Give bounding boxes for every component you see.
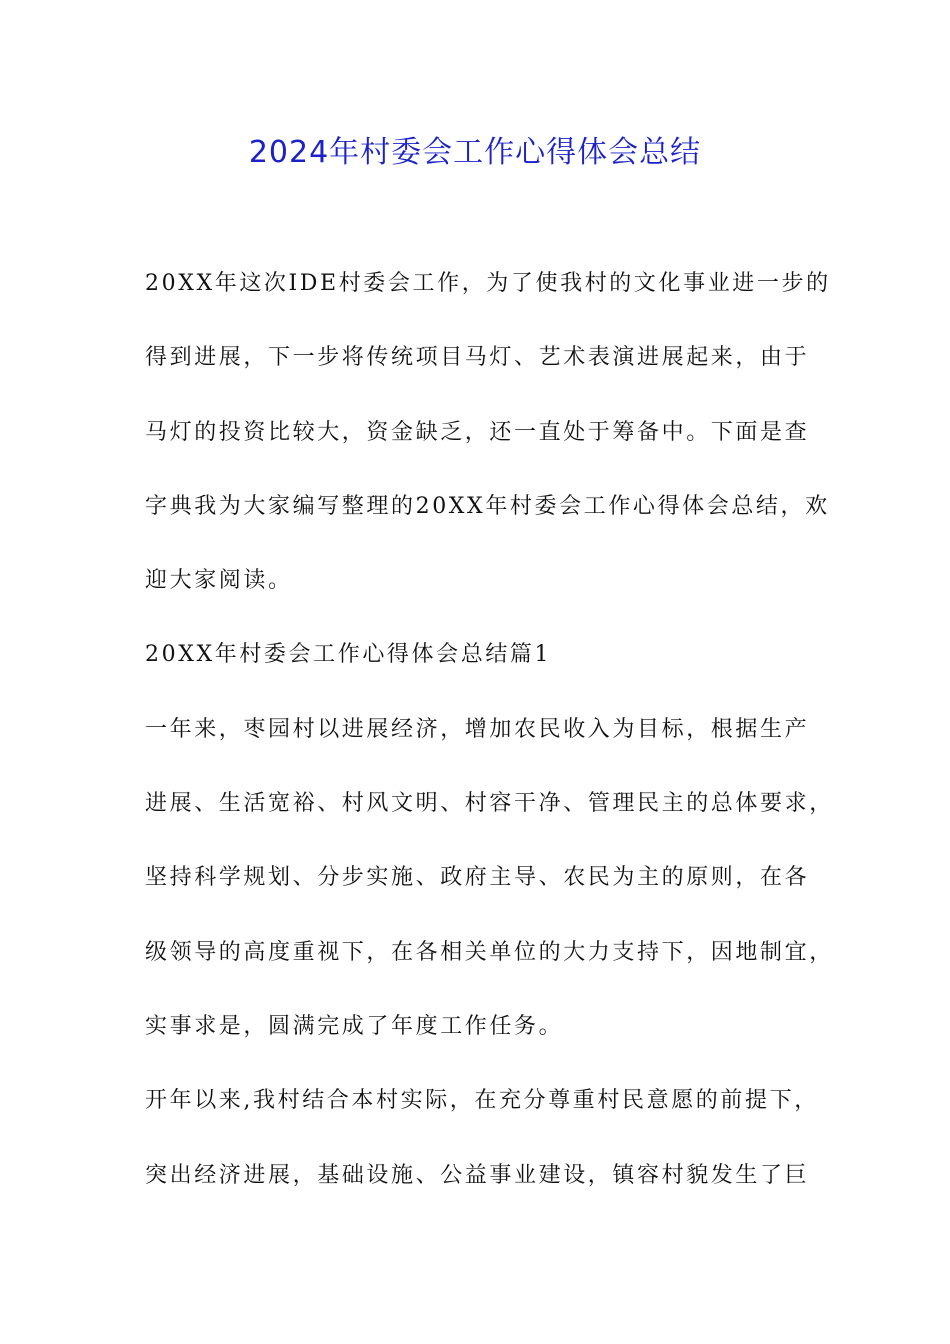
text-line-7: 一年来，枣园村以进展经济，增加农民收入为目标，根据生产 xyxy=(145,716,810,742)
text-line-10: 级领导的高度重视下，在各相关单位的大力支持下，因地制宜， xyxy=(145,939,834,965)
text-line-2: 得到进展，下一步将传统项目马灯、艺术表演进展起来，由于 xyxy=(145,345,810,371)
text-line-1: 20XX年这次IDE村委会工作，为了使我村的文化事业进一步的 xyxy=(145,271,831,296)
text-line-13: 突出经济进展，基础设施、公益事业建设，镇容村貌发生了巨 xyxy=(145,1162,810,1188)
text-line-9: 坚持科学规划、分步实施、政府主导、农民为主的原则，在各 xyxy=(145,865,810,891)
text-line-11: 实事求是，圆满完成了年度工作任务。 xyxy=(145,1013,564,1039)
text-line-3: 马灯的投资比较大，资金缺乏，还一直处于筹备中。下面是查 xyxy=(145,419,810,445)
document-body xyxy=(145,262,834,1228)
text-line-12: 开年以来,我村结合本村实际，在充分尊重村民意愿的前提下， xyxy=(145,1088,819,1114)
document-title: 2024年村委会工作心得体会总结 xyxy=(248,135,702,170)
text-line-8: 进展、生活宽裕、村风文明、村容干净、管理民主的总体要求， xyxy=(145,791,834,817)
text-line-4: 字典我为大家编写整理的20XX年村委会工作心得体会总结，欢 xyxy=(145,493,830,519)
section-heading: 20XX年村委会工作心得体会总结篇1 xyxy=(145,642,552,668)
text-line-5: 迎大家阅读。 xyxy=(145,568,293,594)
